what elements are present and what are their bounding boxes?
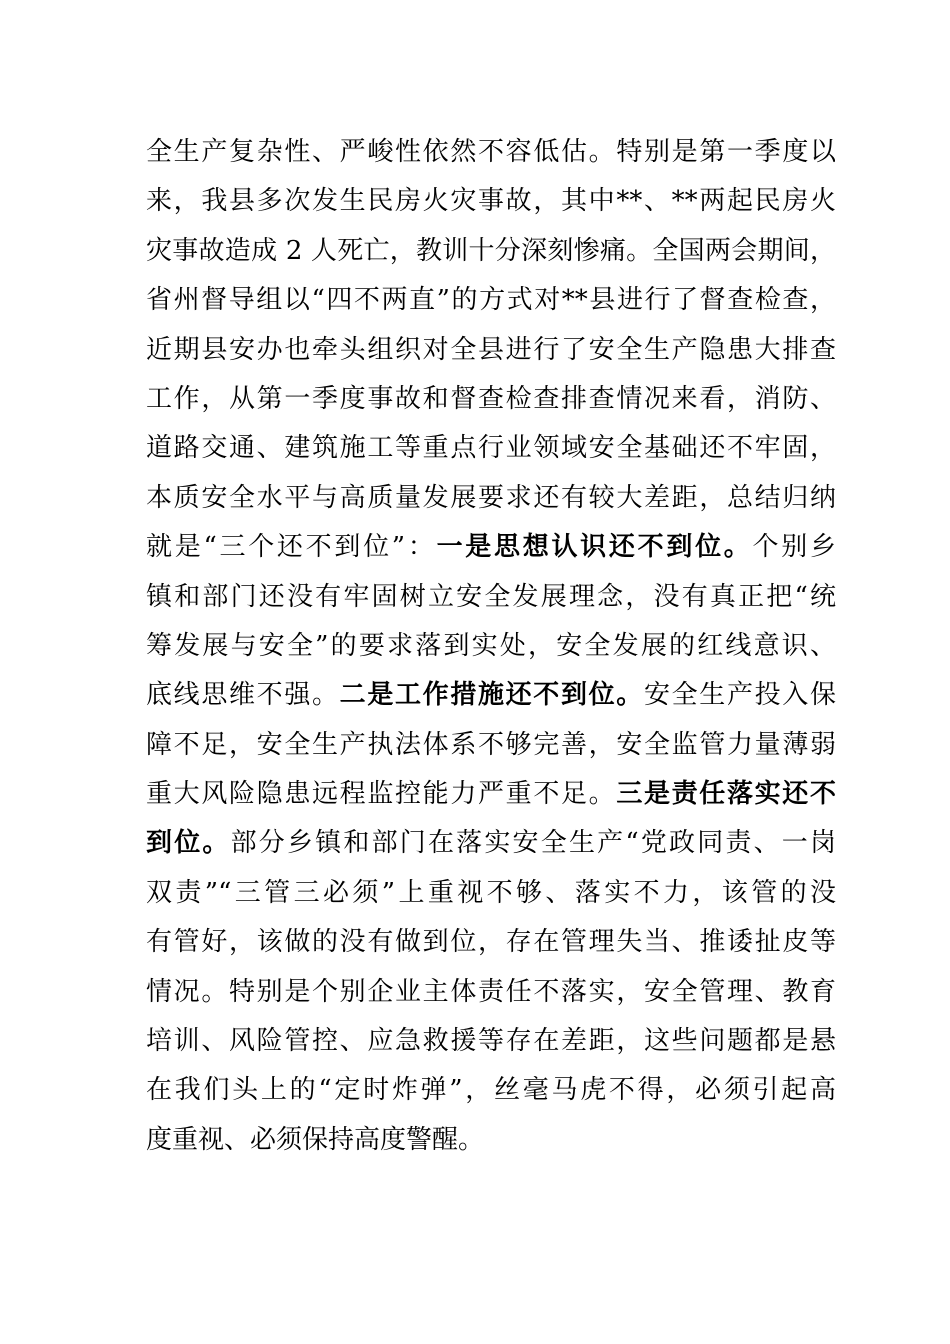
- text-line: [146, 671, 836, 720]
- body-text: 底线思维不强。: [146, 680, 340, 711]
- text-line: [146, 474, 836, 523]
- body-text: 安全生产投入保: [643, 680, 836, 711]
- text-line: [146, 573, 836, 622]
- body-text: 度重视、必须保持高度警醒。: [146, 1124, 485, 1155]
- bold-heading-text: 到位。: [146, 828, 231, 859]
- text-line: [146, 1116, 836, 1165]
- body-text: 灾事故造成 2 人死亡，教训十分深刻惨痛。全国两会期间，: [146, 235, 836, 266]
- body-text: 来，我县多次发生民房火灾事故，其中**、**两起民房火: [146, 186, 836, 217]
- body-text: 工作，从第一季度事故和督查检查排查情况来看，消防、: [146, 383, 836, 414]
- text-line: [146, 968, 836, 1017]
- body-text: 个别乡: [752, 532, 836, 563]
- body-text: 在我们头上的“定时炸弹”，丝毫马虎不得，必须引起高: [146, 1075, 836, 1106]
- text-line: [146, 721, 836, 770]
- document-body: [146, 128, 836, 1165]
- text-line: [146, 819, 836, 868]
- body-text: 道路交通、建筑施工等重点行业领域安全基础还不牢固，: [146, 433, 836, 464]
- text-line: [146, 375, 836, 424]
- text-line: [146, 770, 836, 819]
- bold-heading-text: 三是责任落实还不: [616, 779, 836, 810]
- text-line: [146, 918, 836, 967]
- text-line: [146, 276, 836, 325]
- text-line: [146, 622, 836, 671]
- body-text: 培训、风险管控、应急救援等存在差距，这些问题都是悬: [146, 1026, 836, 1057]
- bold-heading-text: 一是思想认识还不到位。: [436, 532, 753, 563]
- body-text: 就是“三个还不到位”：: [146, 532, 437, 563]
- bold-heading-text: 二是工作措施还不到位。: [339, 680, 644, 711]
- body-text: 双责”“三管三必须”上重视不够、落实不力，该管的没: [146, 877, 836, 908]
- body-text: 有管好，该做的没有做到位，存在管理失当、推诿扯皮等: [146, 927, 836, 958]
- text-line: [146, 1017, 836, 1066]
- text-line: [146, 424, 836, 473]
- body-text: 近期县安办也牵头组织对全县进行了安全生产隐患大排查: [146, 334, 836, 365]
- body-text: 情况。特别是个别企业主体责任不落实，安全管理、教育: [146, 976, 836, 1007]
- body-text: 镇和部门还没有牢固树立安全发展理念，没有真正把“统: [146, 581, 836, 612]
- text-line: [146, 523, 836, 572]
- text-line: [146, 326, 836, 375]
- text-line: [146, 128, 836, 177]
- body-text: 本质安全水平与高质量发展要求还有较大差距，总结归纳: [146, 482, 836, 513]
- body-text: 全生产复杂性、严峻性依然不容低估。特别是第一季度以: [146, 137, 836, 167]
- text-line: [146, 177, 836, 226]
- text-line: [146, 1066, 836, 1115]
- text-line: [146, 227, 836, 276]
- body-text: 筹发展与安全”的要求落到实处，安全发展的红线意识、: [146, 630, 836, 661]
- body-text: 障不足，安全生产执法体系不够完善，安全监管力量薄弱: [146, 729, 836, 760]
- body-text: 重大风险隐患远程监控能力严重不足。: [146, 779, 617, 810]
- body-text: 省州督导组以“四不两直”的方式对**县进行了督查检查，: [146, 285, 836, 316]
- text-line: [146, 869, 836, 918]
- body-text: 部分乡镇和部门在落实安全生产“党政同责、一岗: [230, 828, 836, 859]
